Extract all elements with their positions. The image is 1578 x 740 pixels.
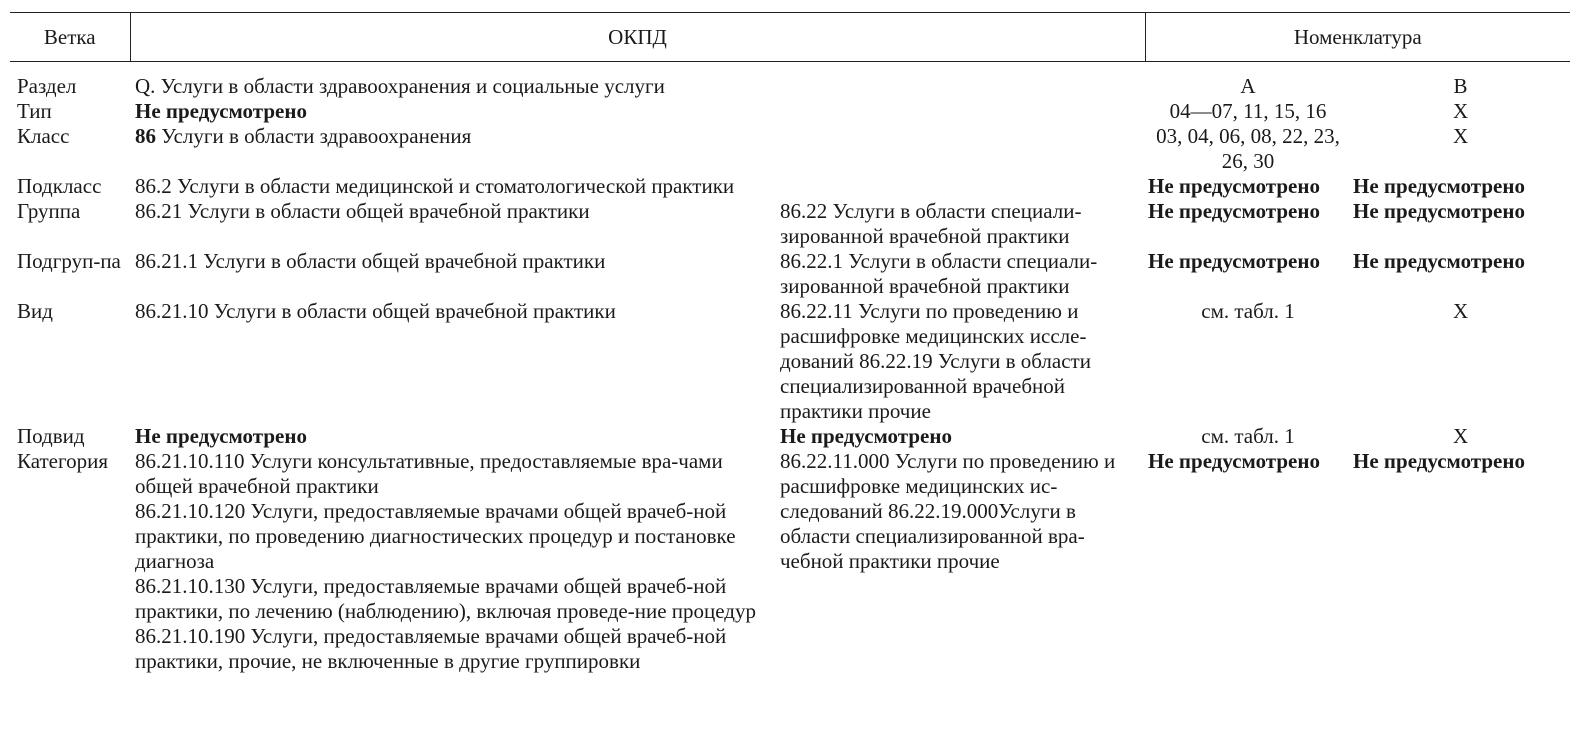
nomenclature-b-cell: X [1452, 299, 1469, 323]
table-row [10, 174, 1570, 199]
header-nomenclature: Номенклатура [1145, 13, 1570, 62]
table-row [10, 449, 1570, 674]
table-row [10, 124, 1570, 174]
nomenclature-b-cell: Не предусмотрено [1353, 449, 1525, 473]
okpd-cell-specialized: 86.22 Услуги в области специали-зированной врачебной практики [780, 199, 1082, 248]
nomenclature-a-cell: Не предусмотрено [1148, 249, 1320, 273]
okpd-cell-general: 86.21.10 Услуги в области общей врачебной практики [135, 299, 616, 323]
row-level: Раздел [17, 74, 77, 98]
nomenclature-a-cell: см. табл. 1 [1201, 299, 1295, 323]
nomenclature-b-cell: Не предусмотрено [1353, 174, 1525, 198]
nomenclature-a-cell: 04—07, 11, 15, 16 [1169, 99, 1327, 123]
okpd-category-entry: 86.21.10.130 Услуги, предоставляемые врачами общей врачеб-ной практики, по лечению (наблюдению), включая проведе-ние процедур [135, 574, 756, 623]
okpd-cell-general: 86.21.1 Услуги в области общей врачебной практики [135, 249, 606, 273]
okpd-cell-general: Не предусмотрено [135, 424, 307, 448]
nomenclature-b-cell: X [1452, 99, 1469, 123]
row-level: Подкласс [17, 174, 102, 198]
table-row [10, 424, 1570, 449]
row-level: Класс [17, 124, 70, 148]
nomenclature-b-cell: Не предусмотрено [1353, 249, 1525, 273]
okpd-cell-general [130, 449, 775, 674]
table-row [10, 249, 1570, 299]
nomenclature-a-cell: A [1240, 74, 1256, 98]
okpd-category-entry: 86.21.10.190 Услуги, предоставляемые врачами общей врачеб-ной практики, прочие, не включенные в другие группировки [135, 624, 727, 673]
row-level: Подгруп-па [17, 249, 121, 273]
nomenclature-b-cell: B [1453, 74, 1468, 98]
row-level: Тип [17, 99, 52, 123]
nomenclature-a-cell: см. табл. 1 [1201, 424, 1295, 448]
okpd-class-code: 86 [135, 124, 156, 148]
nomenclature-b-cell: X [1452, 424, 1469, 448]
nomenclature-a-cell: Не предусмотрено [1148, 174, 1320, 198]
okpd-category-entry: 86.21.10.110 Услуги консультативные, предоставляемые вра-чами общей врачебной практики [135, 449, 723, 498]
okpd-category-entry: 86.21.10.120 Услуги, предоставляемые врачами общей врачеб-ной практики, по проведению диагностических процедур и постановке диагноза [135, 499, 736, 573]
okpd-cell-specialized: Не предусмотрено [780, 424, 952, 448]
table-row [10, 62, 1570, 100]
table-row [10, 99, 1570, 124]
nomenclature-b-cell: Не предусмотрено [1353, 199, 1525, 223]
header-okpd: ОКПД [130, 13, 1145, 62]
okpd-cell: Не предусмотрено [135, 99, 307, 123]
header-branch: Ветка [10, 13, 130, 62]
table-row [10, 299, 1570, 424]
okpd-class-title: Услуги в области здравоохранения [156, 124, 472, 148]
okpd-cell-specialized: 86.22.11.000 Услуги по проведению и расшифровке медицинских ис-следований 86.22.19.000Услуги в области специализированной вра-чебной практики прочие [780, 449, 1116, 573]
okpd-cell-specialized: 86.22.11 Услуги по проведению и расшифровке медицинских иссле-дований 86.22.19 Услуги в области специализированной врачебной практики прочие [780, 299, 1091, 423]
row-level: Подвид [17, 424, 85, 448]
header-row [10, 13, 1570, 62]
row-level: Группа [17, 199, 81, 223]
table-row [10, 199, 1570, 249]
row-level: Категория [17, 449, 108, 473]
okpd-cell: 86.2 Услуги в области медицинской и стоматологической практики [135, 174, 735, 198]
classification-table [10, 12, 1570, 674]
okpd-cell-general: 86.21 Услуги в области общей врачебной практики [135, 199, 590, 223]
okpd-cell [130, 124, 1145, 174]
okpd-cell: Q. Услуги в области здравоохранения и социальные услуги [135, 74, 665, 98]
nomenclature-a-cell: Не предусмотрено [1148, 449, 1320, 473]
okpd-cell-specialized: 86.22.1 Услуги в области специали-зированной врачебной практики [780, 249, 1098, 298]
nomenclature-a-cell: 03, 04, 06, 08, 22, 23, 26, 30 [1156, 124, 1340, 173]
row-level: Вид [17, 299, 53, 323]
nomenclature-b-cell: X [1452, 124, 1469, 148]
nomenclature-a-cell: Не предусмотрено [1148, 199, 1320, 223]
classification-table-wrapper [10, 12, 1570, 674]
